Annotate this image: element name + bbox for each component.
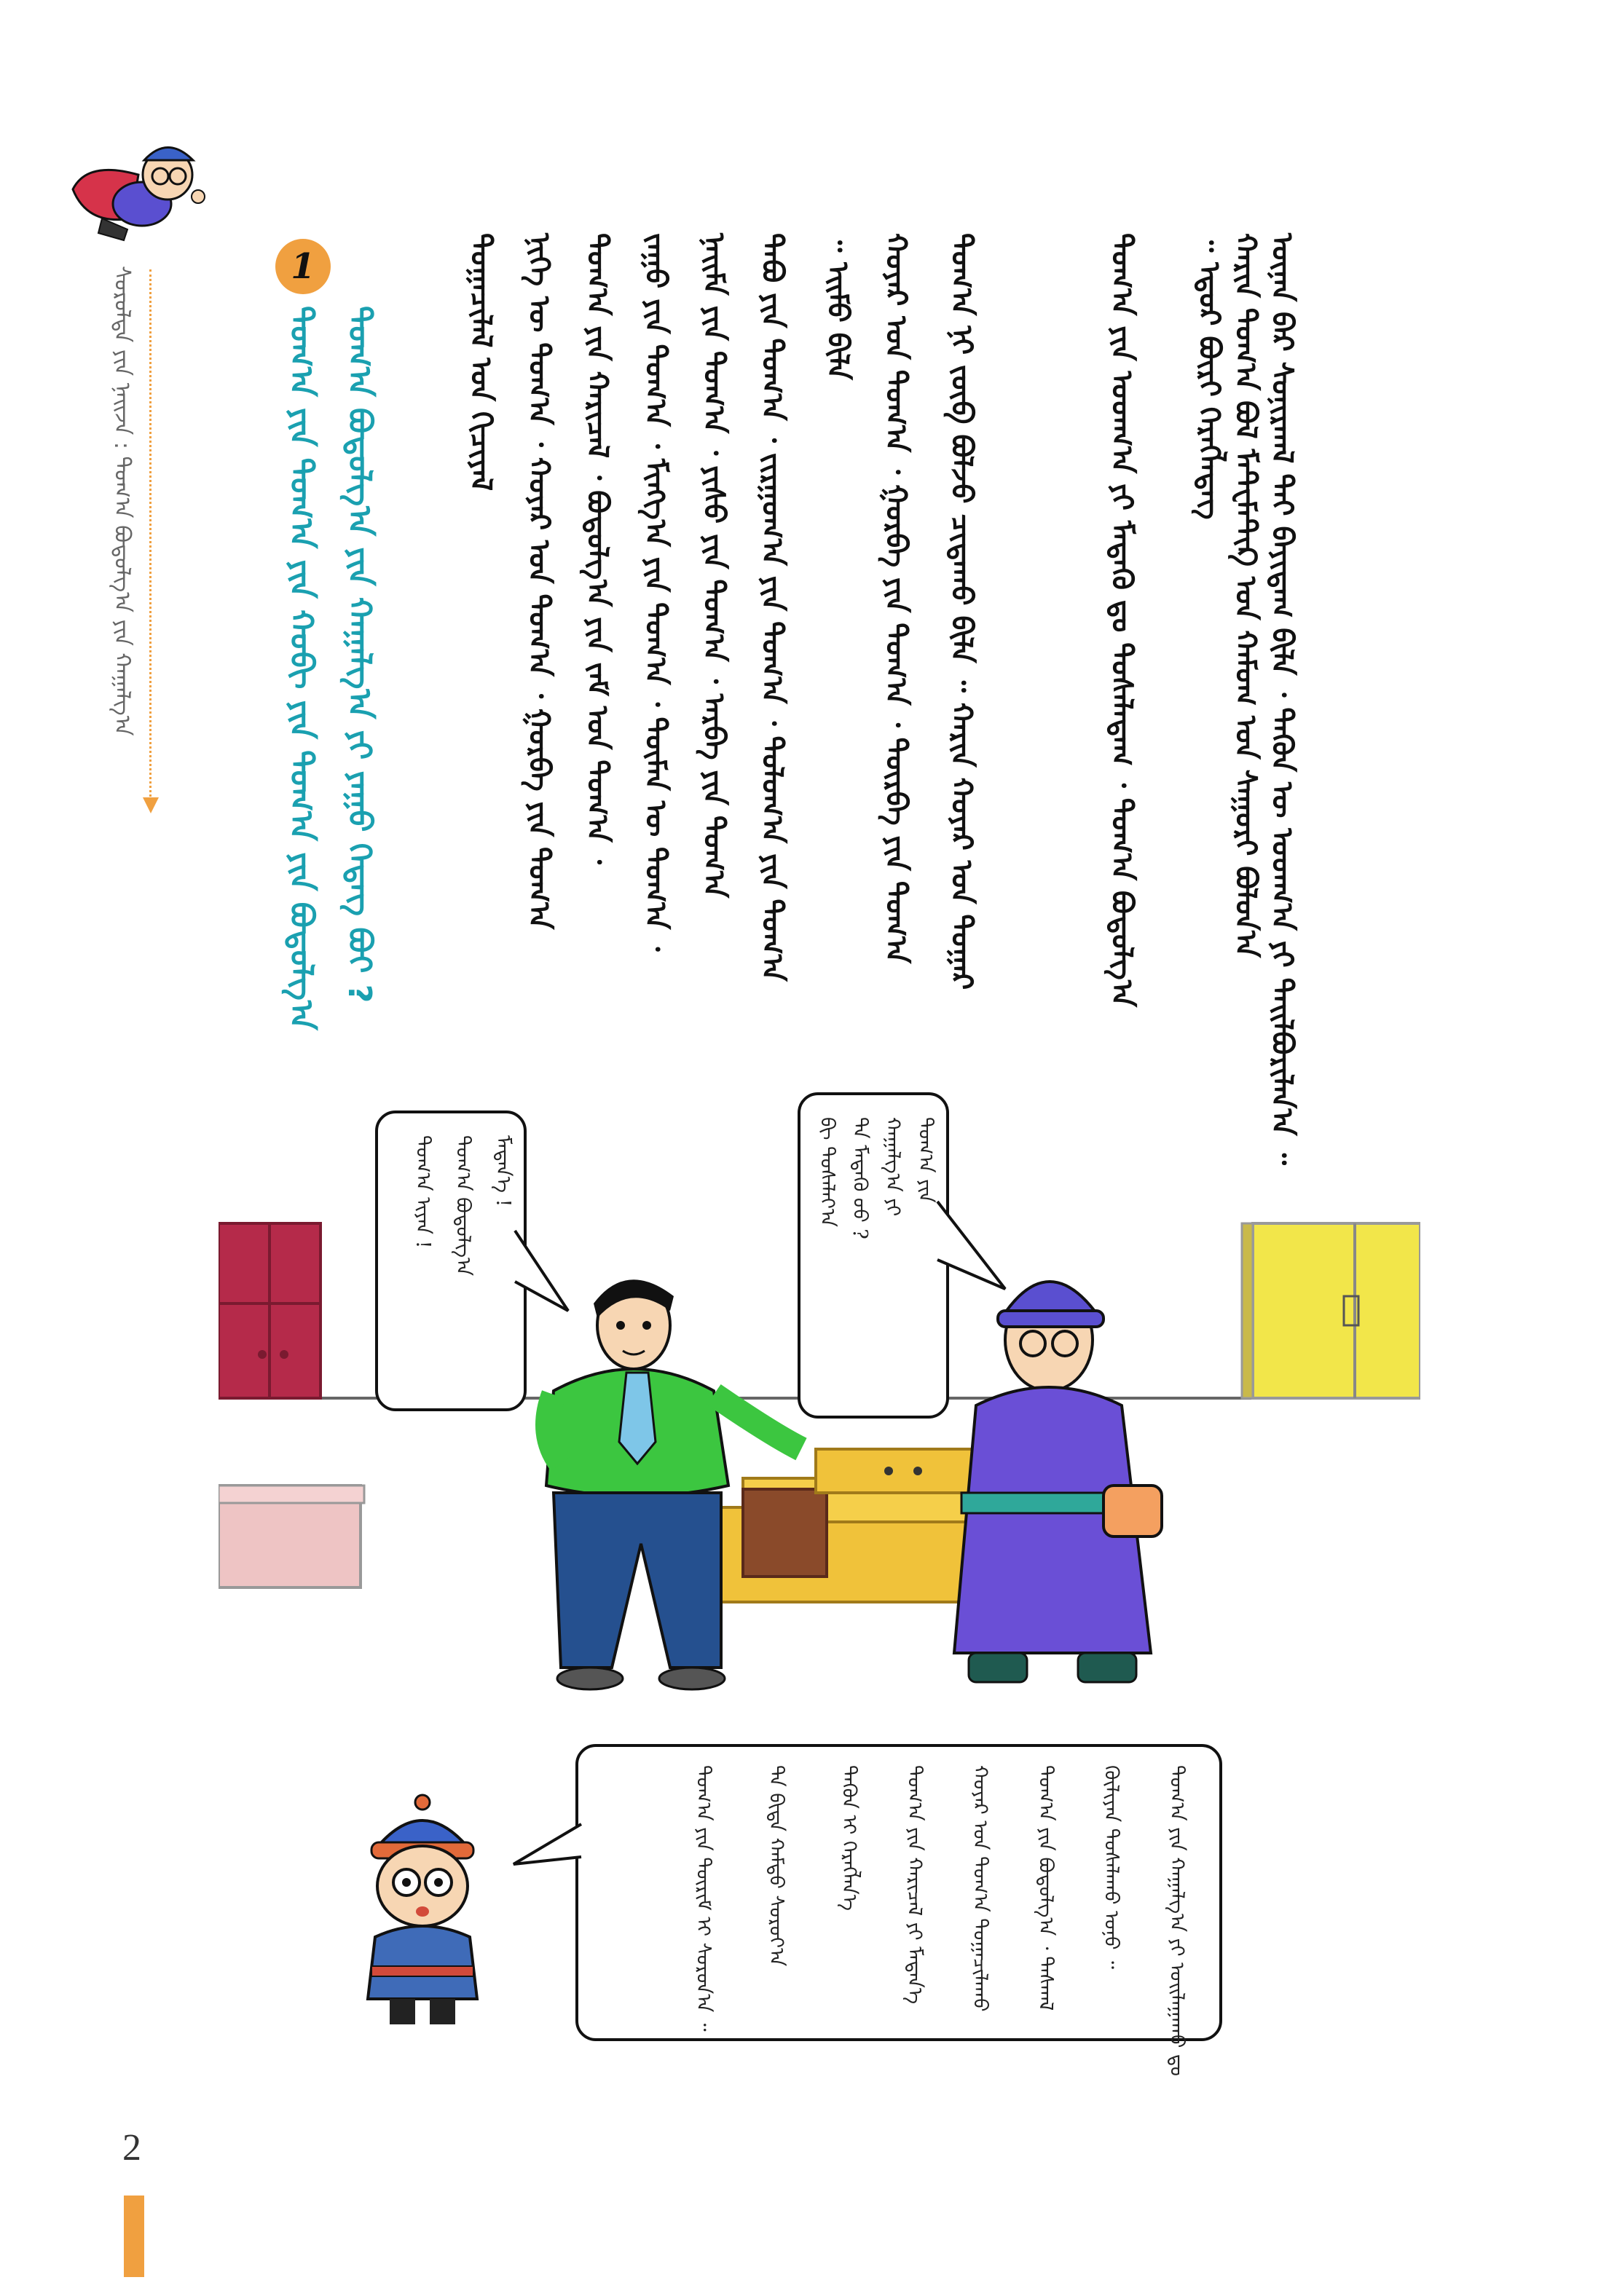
intro-column-5: ᠲᠤᠭ᠎ᠠ ᠨᠢ ᠵᠦᠪ ᠪᠤᠯᠵᠤ ᠴᠢᠳᠠᠬᠤ ᠪᠢᠯᠡ ᠃ ᠬᠠᠷᠢᠨ ᠬᠤᠶᠠᠷ ᠤᠨ ᠳᠤᠭᠠᠷ	[945, 233, 978, 990]
intro-column-12: ᠨᠢᠭᠡ ᠦ ᠲᠤᠭ᠎ᠠ ᠂ ᠬᠤᠶᠠᠷ ᠤᠨ ᠲᠤᠭ᠎ᠠ ᠂ ᠭᠤᠷᠪᠠ ᠶᠢᠨ ᠲᠤᠭ᠎ᠠ	[522, 233, 556, 930]
boy-bubble-line-4: ᠬᠤᠶᠠᠷ ᠤᠨ ᠲᠤᠭ᠎ᠠ ᠲᠤᠭᠠᠴᠢᠯᠠᠬᠤ	[969, 1765, 991, 2012]
intro-column-8: ᠲᠠᠪᠤ ᠶᠢᠨ ᠲᠤᠭ᠎ᠠ ᠂ ᠵᠢᠷᠭᠤᠭ᠎ᠠ ᠶᠢᠨ ᠲᠤᠭ᠎ᠠ ᠂ ᠳᠤᠯᠤᠭ᠎ᠠ ᠶᠢᠨ ᠲᠤᠭ᠎ᠠ	[755, 233, 789, 982]
intro-column-9: ᠨᠠᠢᠮᠠ ᠶᠢᠨ ᠲᠤᠭ᠎ᠠ ᠂ ᠶᠢᠰᠦ ᠶᠢᠨ ᠲᠤᠭ᠎ᠠ ᠂ ᠠᠷᠪᠠ ᠶᠢᠨ ᠲᠤᠭ᠎ᠠ	[697, 233, 731, 899]
header-arrow-icon	[143, 797, 159, 813]
boy-bubble-line-7: ᠲᠠ ᠪᠢᠳᠡ ᠬᠠᠮᠲᠤ ᠰᠤᠷᠤᠶ᠎ᠠ	[765, 1765, 787, 1967]
intro-column-4: ᠲᠤᠭ᠎ᠠ ᠶᠢᠨ ᠤᠳᠬ᠎ᠠ ᠶᠢ ᠮᠡᠳᠡᠬᠦ ᠳᠤ ᠲᠤᠰᠠᠯᠠᠳᠠᠭ ᠂ ᠲᠤᠭ᠎ᠠ ᠪᠤᠳᠤᠯᠭ᠎ᠠ	[1105, 233, 1138, 1008]
boy-bubble-line-2: ᠬᠦᠯᠢᠶᠡᠨ ᠲᠤᠰᠠᠯᠠᠬᠤ ᠤᠨᠤ ᠃	[1100, 1765, 1122, 1969]
intro-column-2: ᠬᠠᠷᠢᠨ ᠲᠤᠭ᠎ᠠ ᠪᠤᠯ ᠮᠠᠲ᠋ᠧᠮᠠᠲ᠋ᠢᠺ ᠤᠨ ᠬᠠᠮᠤᠭ ᠤᠨ ᠰᠠᠭᠤᠷᠢ ᠪᠤᠯᠤᠨ᠎ᠠ	[1229, 233, 1262, 958]
intro-column-13: ᠲᠤᠭᠠᠴᠢᠯᠠᠯ ᠤᠨ ᠬᠢᠴᠢᠶᠡᠯ	[464, 233, 497, 492]
intro-column-6: ᠬᠤᠶᠠᠷ ᠤᠨ ᠲᠤᠭ᠎ᠠ ᠂ ᠭᠤᠷᠪᠠ ᠶᠢᠨ ᠲᠤᠭ᠎ᠠ ᠂ ᠳᠦᠷᠪᠡ ᠶᠢᠨ ᠲᠤᠭ᠎ᠠ	[879, 233, 913, 964]
flying-boy-mascot-icon	[58, 131, 219, 269]
grandpa-bubble-line-1: ᠲᠤᠭ᠎ᠠ ᠶᠢᠨ	[914, 1117, 937, 1203]
boy-bubble-tail-icon	[510, 1820, 583, 1886]
grandpa-bubble-line-2: ᠬᠠᠭᠠᠯᠭ᠎ᠠ ᠶᠢ	[881, 1117, 904, 1217]
man-bubble-line-1: ᠮᠡᠳᠡᠨ᠎ᠡ !	[492, 1135, 514, 1207]
intro-column-3: ᠃ ᠡᠳᠦᠷ ᠪᠦᠷᠢ ᠬᠡᠷᠡᠭᠯᠡᠳᠡᠭ	[1192, 233, 1226, 520]
boy-bubble-line-5: ᠲᠤᠭ᠎ᠠ ᠶᠢᠨ ᠬᠠᠷᠢᠴᠠᠯ ᠶᠢ ᠮᠡᠳᠡᠨ᠎ᠡ	[903, 1765, 926, 2005]
boy-speech-bubble	[575, 1744, 1222, 2076]
man-speech-bubble	[375, 1110, 527, 1411]
header-dotted-divider	[149, 269, 152, 801]
page-number-bar	[124, 2196, 144, 2277]
running-title: ᠰᠤᠷᠤᠯᠲᠠ ᠶᠢᠨ ᠨᠠᠢᠵᠠ : ᠲᠤᠭ᠎ᠠ ᠪᠤᠳᠤᠯᠭ᠎ᠠ ᠶᠢᠨ ᠬᠠᠭᠠᠯᠭ᠎ᠠ	[109, 266, 135, 736]
section-number: 1	[291, 246, 315, 287]
section-title-line-1: ᠲᠤᠭ᠎ᠠ ᠪᠤᠳᠤᠯᠭ᠎ᠠ ᠶᠢᠨ ᠬᠠᠭᠠᠯᠭ᠎ᠠ ᠶᠢ ᠶᠠᠭᠤ ᠭᠡᠳᠡᠭ ᠪᠤᠢ ?	[341, 306, 378, 1003]
grandpa-bubble-tail-icon	[936, 1194, 1009, 1296]
grandpa-bubble-line-3: ᠲᠠ ᠮᠡᠳᠡᠬᠦ ᠤᠤ ?	[849, 1117, 871, 1239]
intro-column-7: ᠃ ᠡᠢᠮᠤ ᠪᠢᠯᠡ	[821, 233, 854, 380]
section-title-line-2: ᠲᠤᠭ᠎ᠠ ᠶᠢᠨ ᠲᠤᠭ᠎ᠠ ᠶᠢᠨ ᠬᠤᠪᠢ ᠶᠢᠨ ᠲᠤᠭ᠎ᠠ ᠶᠢᠨ ᠪᠤᠳᠤᠯᠭ᠎ᠠ	[283, 306, 320, 1030]
boy-bubble-line-6: ᠲᠡᠭᠦᠨ ᠢ ᠬᠡᠷᠡᠭᠯᠡᠨ᠎ᠡ	[838, 1765, 860, 1912]
man-bubble-tail-icon	[514, 1223, 572, 1325]
man-bubble-line-3: ᠲᠤᠭ᠎ᠠ ᠢᠶᠠᠨ !	[412, 1135, 434, 1249]
grandpa-bubble-line-4: ᠪᠢ ᠲᠤᠰᠠᠯᠠᠶ᠎ᠠ	[816, 1117, 838, 1227]
intro-column-1: ᠦᠨᠡᠨ ᠪᠡᠷ ᠰᠤᠨᠢᠷᠬᠠᠯ ᠲᠠᠢ ᠪᠠᠶᠢᠳᠠᠭ ᠪᠢᠯᠡ ᠂ ᠲᠡᠭᠦᠨ ᠦ ᠤᠳᠬ᠎ᠠ ᠶᠢ ᠲᠠᠢᠯᠪᠤᠷᠢᠯᠠᠨ᠎ᠠ ᠃	[1265, 233, 1299, 1165]
man-bubble-line-2: ᠲᠤᠭ᠎ᠠ ᠪᠤᠳᠤᠯᠭ᠎ᠠ	[452, 1135, 474, 1277]
page-number: 2	[122, 2127, 141, 2169]
intro-column-10: ᠵᠠᠭᠤ ᠶᠢᠨ ᠲᠤᠭ᠎ᠠ ᠂ ᠮᠢᠩᠭ᠎ᠠ ᠶᠢᠨ ᠲᠤᠭ᠎ᠠ ᠂ ᠲᠦᠮᠡᠨ ᠦ ᠲᠤᠭ᠎ᠠ ᠂	[639, 233, 672, 952]
intro-column-11: ᠲᠤᠭ᠎ᠠ ᠶᠢᠨ ᠬᠠᠷᠢᠴᠠᠯ ᠂ ᠪᠤᠳᠤᠯᠭ᠎ᠠ ᠶᠢᠨ ᠵᠠᠮ ᠤᠨ ᠲᠤᠭ᠎ᠠ ᠂	[581, 233, 614, 864]
boy-bubble-line-3: ᠲᠤᠭ᠎ᠠ ᠶᠢᠨ ᠪᠤᠳᠤᠯᠭ᠎ᠠ ᠂ ᠳᠠᠰᠬᠠᠯ	[1034, 1765, 1057, 2011]
boy-bubble-line-8: ᠲᠤᠭ᠎ᠠ ᠶᠢᠨ ᠳᠦᠷᠢᠮ ᠢ ᠰᠤᠷᠤᠨ᠎ᠠ ᠃	[692, 1765, 715, 2032]
boy-bubble-line-1: ᠲᠤᠭ᠎ᠠ ᠶᠢᠨ ᠬᠠᠭᠠᠯᠭ᠎ᠠ ᠶᠢ ᠣᠢᠯᠠᠭᠠᠬᠤ ᠳᠤ	[1165, 1765, 1188, 2076]
boy-character-illustration	[350, 1791, 495, 2032]
section-number-badge	[275, 239, 331, 294]
grandpa-speech-bubble	[798, 1092, 949, 1419]
